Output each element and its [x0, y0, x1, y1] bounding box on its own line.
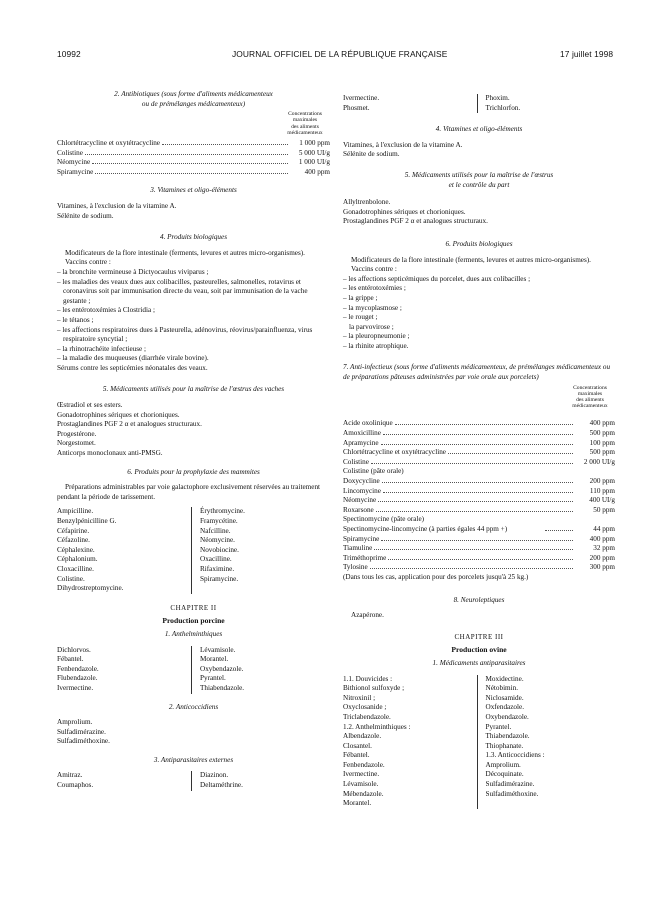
list-item: Dihydrostreptomycine. [57, 584, 124, 593]
text-line: Vaccins contre : [351, 265, 397, 274]
text-line: Vitamines, à l'exclusion de la vitamine A. [57, 201, 177, 210]
list-item: – la mycoplasmose ; [343, 303, 402, 312]
text-line: Azapérone. [351, 611, 384, 620]
mammites-list [57, 507, 330, 593]
text-line: Sulfadiméthoxine. [57, 737, 110, 746]
table-row: Spiramycine 400 ppm [57, 167, 330, 176]
text-line: Norgestomet. [57, 439, 96, 448]
page-number: 10992 [57, 49, 81, 59]
text-line: Vitamines, à l'exclusion de la vitamine A. [343, 140, 463, 149]
section-title: 5. Médicaments utilisés pour la maîtrise de l'œstrus des vaches [102, 385, 285, 394]
table-row: Roxarsone 50 ppm [343, 505, 615, 514]
list-item: Rifaximine. [200, 564, 235, 573]
list-item: Pyrantel. [200, 674, 226, 683]
external-antiparasitic-list-cont [343, 94, 615, 113]
table-row: Lincomycine 110 ppm [343, 486, 615, 495]
table-row: Tiamuline 32 ppm [343, 544, 615, 553]
table-row: Chlortétracycline et oxytétracycline 500 ppm [343, 448, 615, 457]
list-item: Oxybendazole. [485, 712, 529, 721]
list-item: Lévamisole. [343, 780, 379, 789]
paragraph: Préparations administrables par voie galactophore exclusivement réservées au traitement pendant la période de tarissement. [57, 483, 321, 501]
list-item: – la maladie des muqueuses (diarrhée virale bovine). [57, 354, 209, 363]
text-line: Sélénite de sodium. [57, 211, 114, 220]
list-item: Deltaméthrine. [200, 781, 243, 790]
list-item: Thiabendazole. [200, 683, 245, 692]
table-row: Tylosine 300 ppm [343, 563, 615, 572]
antibiotics-subtitle: ou de prémélanges médicamenteux) [141, 99, 246, 108]
text-line: Gonadotrophines sériques et chorioniques. [57, 410, 180, 419]
list-item: Closantel. [343, 741, 372, 750]
list-item: la parvovirose ; [349, 322, 394, 331]
list-item: – la bronchite vermineuse à Dictyocaulus viviparus ; [57, 267, 209, 276]
text-line: Progestérone. [57, 429, 97, 438]
list-item: – la pleuropneumonie ; [343, 332, 410, 341]
list-item: Coumaphos. [57, 781, 94, 790]
list-item: Amprolium. [485, 760, 521, 769]
right-column [343, 94, 615, 809]
list-item: Bithionol sulfoxyde ; [343, 684, 405, 693]
list-item: – la rhinite atrophique. [343, 341, 409, 350]
ovine-antiparasitic-list [343, 675, 615, 809]
section-title: 1. Médicaments antiparasitaires [432, 658, 526, 667]
list-item: 1.1. Douvicides : [343, 674, 393, 683]
table-row: Chlortétracycline et oxytétracycline 1 000 ppm [57, 139, 330, 147]
list-item: Ivermectine. [343, 94, 380, 102]
table-row: Spectinomycine (pâte orale) [343, 515, 425, 524]
list-item: Benzylpénicilline G. [57, 517, 117, 525]
list-item: Dichlorvos. [57, 645, 91, 654]
paragraph: Modificateurs de la flore intestinale (ferments, levures et autres micro-organismes). [351, 255, 591, 264]
list-item: – les affections respiratoires dues à Pasteurella, adénovirus, réovirus/parainfluenza, virus respiratoire syncytial ; [57, 325, 313, 344]
section-title: 4. Vitamines et oligo-éléments [435, 125, 523, 134]
concentration-heading: Concentrations maximales des aliments médicamenteux [287, 111, 323, 136]
list-item: Nitroxinil ; [343, 693, 376, 702]
text-line: Prostaglandines PGF 2 α et analogues structuraux. [57, 420, 202, 429]
list-item: Novobiocine. [200, 545, 239, 554]
section-title: 5. Médicaments utilisés pour la maîtrise de l'œstrus [404, 170, 554, 179]
table-row: Colistine (pâte orale) [343, 467, 404, 476]
list-item: Framycétine. [200, 517, 238, 525]
list-item: Ampicilline. [57, 507, 94, 516]
list-item: Céfapirine. [57, 526, 90, 535]
list-item: Oxyclosanide ; [343, 703, 387, 712]
list-item: Phosmet. [343, 103, 370, 112]
section-title: 4. Produits biologiques [159, 233, 228, 242]
list-item: – les maladies des veaux dues aux colibacilles, pasteurelles, salmonelles, rotavirus et coronavirus soit par immunisation directe du veau, soit par immunisation de la vache gestante ; [57, 277, 308, 305]
list-item: Décoquinate. [485, 770, 524, 779]
table-row: Néomycine 1 000 UI/g [57, 158, 330, 167]
text-line: Œstradiol et ses esters. [57, 401, 123, 410]
list-item: Triclabendazole. [343, 712, 391, 721]
list-item: Thiabendazole. [485, 732, 530, 741]
list-item: Nafcilline. [200, 526, 231, 535]
section-title: 7. Anti-infectieux (sous forme d'aliments médicamenteux, de prémélanges médicamenteux ou de préparations pâteuses administrées par voie orale aux porcelets) [343, 363, 611, 382]
section-title: 6. Produits biologiques [445, 239, 513, 248]
list-item: Moxidectine. [485, 674, 524, 683]
list-item: Fenbendazole. [343, 760, 385, 769]
list-item: Oxfendazole. [485, 703, 525, 712]
list-item: – les entérotoxémies ; [343, 284, 406, 293]
list-item: 1.3. Anticoccidiens : [485, 751, 545, 760]
list-item: Spiramycine. [200, 574, 239, 583]
text-line: Prostaglandines PGF 2 α et analogues structuraux. [343, 217, 488, 226]
list-item: Cloxacilline. [57, 564, 94, 573]
list-item: Céfazoline. [57, 536, 90, 545]
chapter-label: CHAPITRE III [454, 632, 504, 641]
section-title: 1. Anthelminthiques [164, 629, 223, 638]
table-note: (Dans tous les cas, application pour des porcelets jusqu'à 25 kg.) [343, 572, 529, 581]
list-item: Amitraz. [57, 771, 83, 780]
table-row: Apramycine 100 ppm [343, 438, 615, 447]
antibiotics-title: 2. Antibiotiques (sous forme d'aliments médicamenteux [114, 90, 273, 98]
list-item: Oxacilline. [200, 555, 232, 564]
list-item: Ivermectine. [343, 770, 380, 779]
list-item: Pyrantel. [485, 722, 512, 731]
external-antiparasitic-list [57, 771, 330, 790]
table-row: Triméthoprime 200 ppm [343, 553, 615, 562]
chapter-label: CHAPITRE II [170, 603, 217, 612]
text-line: Amprolium. [57, 718, 93, 727]
list-item: Nétobimin. [485, 684, 519, 693]
anti-infectious-table [343, 419, 615, 573]
table-row: Doxycycline 200 ppm [343, 477, 615, 486]
list-item: Colistine. [57, 574, 85, 583]
section-title: 3. Vitamines et oligo-éléments [150, 186, 237, 195]
list-item: Flubendazole. [57, 674, 98, 683]
list-item: Fenbendazole. [57, 664, 99, 673]
list-item: – le tétanos ; [57, 315, 94, 324]
section-title: 3. Antiparasitaires externes [153, 755, 234, 764]
paragraph: Modificateurs de la flore intestinale (ferments, levures et autres micro-organismes). [65, 248, 305, 257]
table-row: Acide oxolinique 400 ppm [343, 419, 615, 428]
list-item: – la grippe ; [343, 293, 378, 302]
table-row: Amoxicilline 500 ppm [343, 429, 615, 438]
list-item: Sulfadiméthoxine. [485, 789, 539, 798]
list-item: Trichlorfon. [485, 103, 521, 112]
list-item: Thiophanate. [485, 741, 524, 750]
list-item: – la rhinotrachéite infectieuse ; [57, 344, 147, 353]
table-row: Spiramycine 400 ppm [343, 534, 615, 543]
list-item: – les affections septicémiques du porcelet, dues aux colibacilles ; [343, 274, 531, 283]
list-item: Oxybendazole. [200, 664, 244, 673]
text-line: Gonadotrophines sériques et chorioniques. [343, 207, 466, 216]
table-row: Néomycine 400 UI/g [343, 496, 615, 505]
list-item: Diazinon. [200, 771, 229, 780]
list-item: Érythromycine. [200, 507, 245, 516]
list-item: Morantel. [343, 799, 372, 808]
section-subtitle: et le contrôle du part [448, 180, 510, 189]
concentration-heading: Concentrations maximales des aliments médicamenteux [572, 384, 608, 410]
list-item: Céphalonium. [57, 555, 98, 564]
list-item: Mébendazole. [343, 789, 384, 798]
list-item: Albendazole. [343, 732, 382, 741]
list-item: Phoxim. [485, 94, 510, 102]
text-line: Allyltrenbolone. [343, 198, 391, 207]
section-title: 6. Produits pour la prophylaxie des mammites [127, 467, 260, 476]
text-line: Sérums contre les septicémies néonatales des veaux. [57, 363, 208, 372]
list-item: Ivermectine. [57, 683, 94, 692]
chapter-title: Production ovine [451, 645, 507, 655]
list-item: Morantel. [200, 655, 229, 664]
section-title: 2. Anticoccidiens [168, 702, 219, 711]
table-row: Colistine 2 000 UI/g [343, 457, 615, 466]
list-item: Niclosamide. [485, 693, 524, 702]
table-row: Colistine 5 000 UI/g [57, 148, 330, 157]
text-line: Anticorps monoclonaux anti-PMSG. [57, 449, 163, 458]
list-item: – le rouget ; [343, 313, 378, 322]
section-title: 8. Neuroleptiques [453, 595, 505, 604]
list-item: – les entérotoxémies à Clostridia ; [57, 306, 156, 315]
table-row: Spectinomycine-lincomycine (à parties égales 44 ppm +) 44 ppm [343, 525, 615, 533]
list-item: Lévamisole. [200, 645, 236, 654]
issue-date: 17 juillet 1998 [560, 49, 614, 59]
left-column [57, 90, 330, 791]
anthelminthics-list [57, 646, 330, 694]
text-line: Sulfadimérazine. [57, 727, 106, 736]
journal-title: JOURNAL OFFICIEL DE LA RÉPUBLIQUE FRANÇAISE [232, 49, 448, 59]
text-line: Sélénite de sodium. [343, 150, 400, 159]
chapter-title: Production porcine [162, 616, 225, 626]
list-item: Céphalexine. [57, 545, 95, 554]
list-item: 1.2. Anthelminthiques : [343, 722, 411, 731]
antibiotics-table [57, 139, 330, 177]
text-line: Vaccins contre : [65, 258, 111, 267]
list-item: Fébantel. [343, 751, 370, 760]
list-item: Fébantel. [57, 655, 84, 664]
list-item: Sulfadimérazine. [485, 780, 535, 789]
list-item: Néomycine. [200, 536, 235, 545]
